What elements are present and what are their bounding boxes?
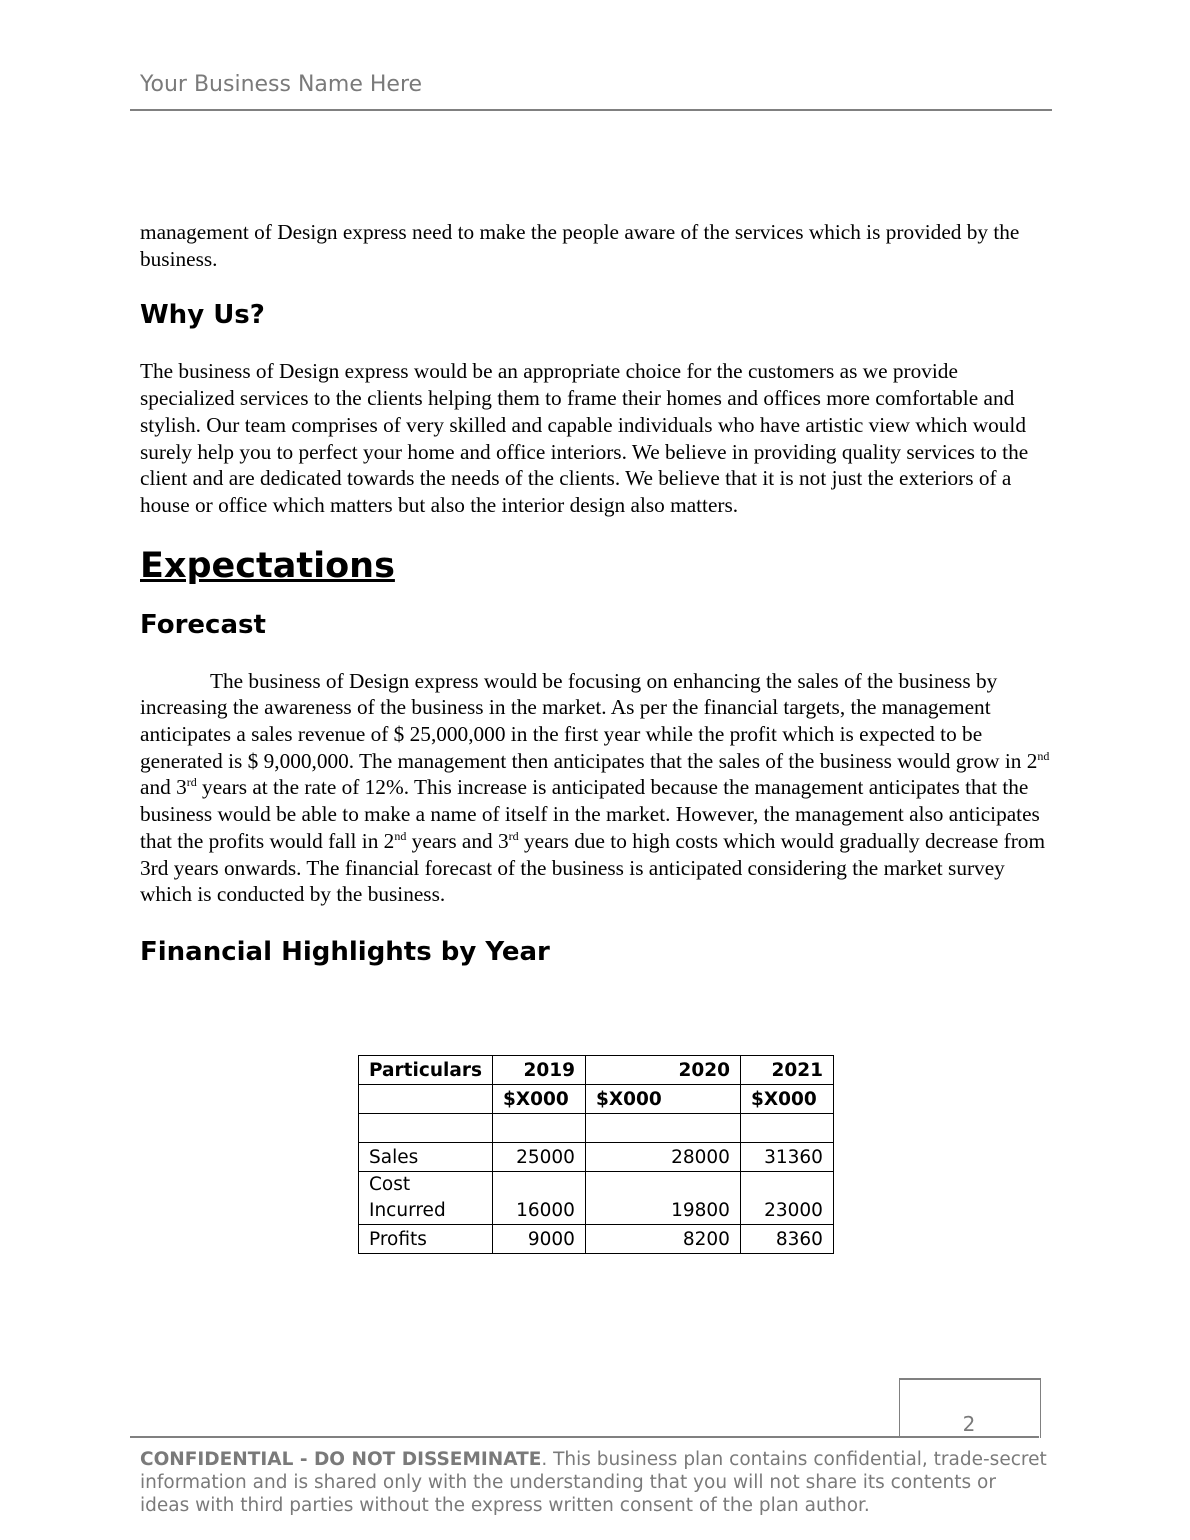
table-cell: 16000 — [492, 1172, 585, 1225]
table-row-label: Sales — [359, 1143, 493, 1172]
forecast-text-5: years due to high costs which would gradually decrease from 3rd years onwards. The financial forecast of the business is anticipated considering the market survey which is conducted by the business. — [140, 828, 1046, 907]
forecast-text-4: years and 3 — [406, 828, 509, 853]
table-cell: 19800 — [585, 1172, 740, 1225]
table-cell: 8200 — [585, 1225, 740, 1254]
forecast-sup-2: rd — [186, 775, 197, 790]
table-cell: 9000 — [492, 1225, 585, 1254]
table-cell: 25000 — [492, 1143, 585, 1172]
why-us-paragraph: The business of Design express would be an appropriate choice for the customers as we provide specialized services to the clients helping them to frame their homes and offices more comfortable and stylish. Our team comprises of very skilled and capable individuals who have artistic view which would surely help you to perfect your home and office interiors. We believe in providing quality services to the client and are dedicated towards the needs of the clients. We believe that it is not just the exteriors of a house or office which matters but also the interior design also matters. — [140, 359, 1029, 517]
forecast-paragraph — [140, 668, 1052, 908]
confidential-text: . This business plan contains confidential, trade-secret information and is shared only with the understanding that you will not share its contents or ideas with third parties without the express written consent of the plan author. — [140, 1449, 1047, 1516]
table-row-label: Profits — [359, 1225, 493, 1254]
table-cell: $X000 — [585, 1085, 740, 1114]
table-row-label-line: Incurred — [369, 1200, 446, 1221]
forecast-sup-4: rd — [508, 828, 519, 843]
table-cell — [740, 1114, 833, 1143]
table-row — [359, 1225, 834, 1254]
confidential-notice — [140, 1448, 1050, 1517]
header-business-name: Your Business Name Here — [140, 72, 423, 97]
table-cell — [492, 1114, 585, 1143]
table-row — [359, 1172, 834, 1225]
forecast-text-3: years at the rate of 12%. This increase is anticipated because the management anticipates that the business would be able to make a name of itself in the market. However, the management also anticipates that the profits would fall in 2 — [140, 775, 1040, 853]
table-cell — [359, 1114, 493, 1143]
financial-highlights-heading: Financial Highlights by Year — [140, 936, 550, 967]
forecast-sup-3: nd — [394, 828, 407, 843]
table-header-cell: 2020 — [585, 1056, 740, 1085]
table-unit-row — [359, 1085, 834, 1114]
table-header-row — [359, 1056, 834, 1085]
table-header-cell: 2019 — [492, 1056, 585, 1085]
forecast-text-2: and 3 — [140, 775, 187, 800]
footer-divider — [130, 1436, 1039, 1438]
table-blank-row — [359, 1114, 834, 1143]
table-cell: $X000 — [492, 1085, 585, 1114]
table-cell: 31360 — [740, 1143, 833, 1172]
table-cell: 8360 — [740, 1225, 833, 1254]
forecast-sup-1: nd — [1037, 748, 1050, 763]
table-cell: $X000 — [740, 1085, 833, 1114]
forecast-heading: Forecast — [140, 609, 266, 640]
table-cell — [359, 1085, 493, 1114]
table-cell: 23000 — [740, 1172, 833, 1225]
table-row-label-line: Cost — [369, 1174, 411, 1195]
expectations-heading: Expectations — [140, 545, 395, 586]
intro-paragraph: management of Design express need to make the people aware of the services which is provided by the business. — [140, 220, 1020, 271]
table-header-cell: 2021 — [740, 1056, 833, 1085]
confidential-label: CONFIDENTIAL - DO NOT DISSEMINATE — [140, 1449, 542, 1470]
table-row-label — [359, 1172, 493, 1225]
forecast-text-1: The business of Design express would be focusing on enhancing the sales of the business by increasing the awareness of the business in the market. As per the financial targets, the management anticipates a sales revenue of $ 25,000,000 in the first year while the profit which is expected to be generated is $ 9,000,000. The management then anticipates that the sales of the business would grow in 2 — [140, 668, 1038, 773]
table-cell — [585, 1114, 740, 1143]
page-number: 2 — [962, 1412, 976, 1436]
table-cell: 28000 — [585, 1143, 740, 1172]
table-row — [359, 1143, 834, 1172]
page-content — [140, 219, 1052, 968]
why-us-heading: Why Us? — [140, 300, 265, 331]
table-header-cell: Particulars — [359, 1056, 493, 1085]
financial-highlights-table — [358, 1055, 834, 1254]
header-divider — [130, 109, 1052, 111]
